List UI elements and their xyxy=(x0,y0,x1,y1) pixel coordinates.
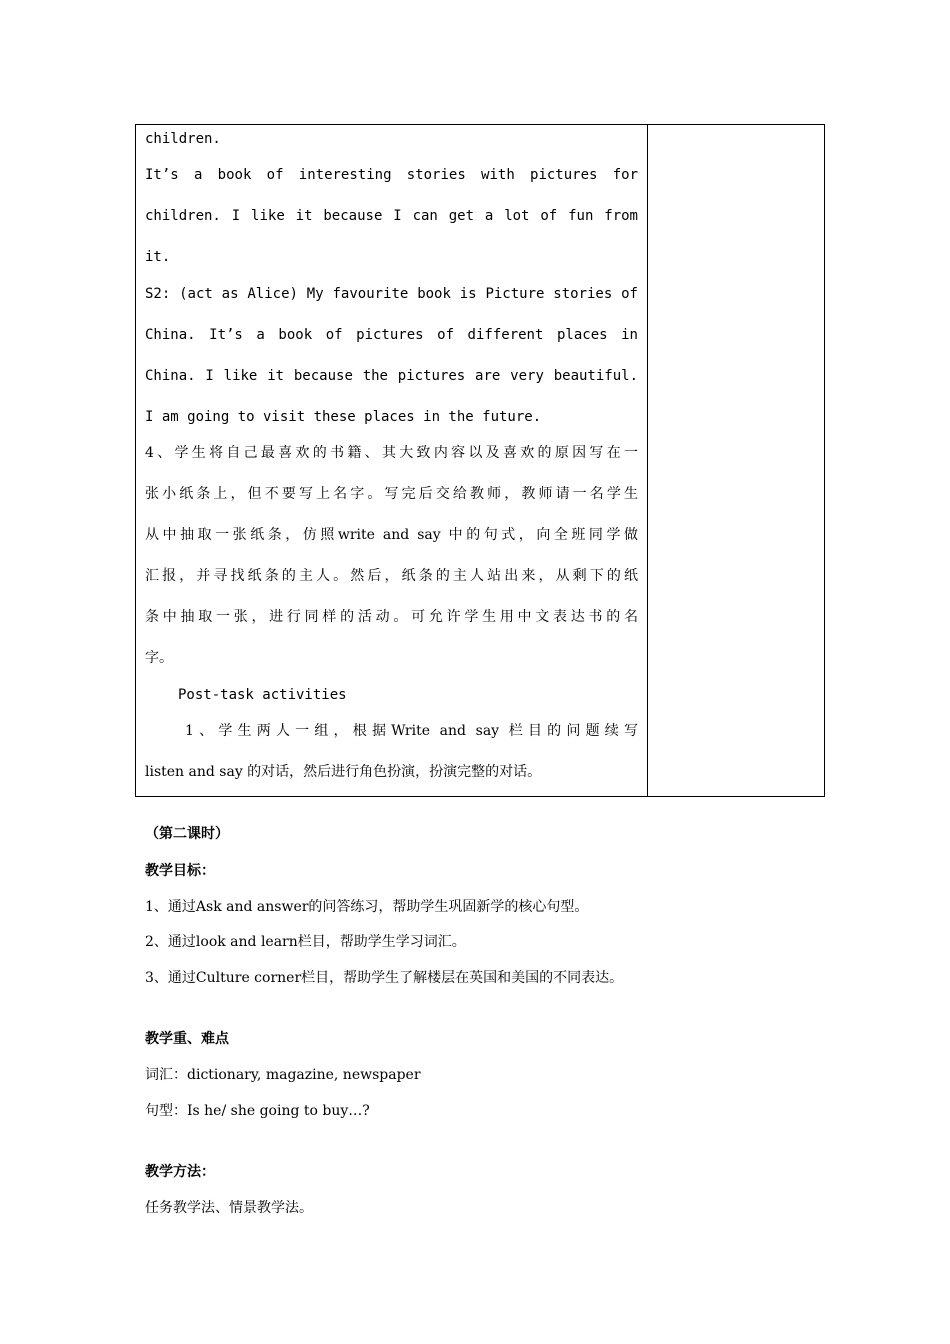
vocabulary-line: 词汇：dictionary, magazine, newspaper xyxy=(145,1067,421,1083)
objectives-heading: 教学目标： xyxy=(145,863,215,879)
table-text-line: It’s a book of interesting stories with pictures for xyxy=(145,167,638,183)
table-text-line: it. xyxy=(145,249,171,265)
table-text-line: China. It’s a book of pictures of different places in xyxy=(145,327,638,343)
sentence-pattern-line: 句型：Is he/ she going to buy…? xyxy=(145,1103,370,1119)
table-text-line: 张小纸条上，但不要写上名字。写完后交给教师，教师请一名学生 xyxy=(145,486,638,502)
table-text-line: I am going to visit these places in the future. xyxy=(145,409,542,425)
objective-item: 1、通过Ask and answer的问答练习，帮助学生巩固新学的核心句型。 xyxy=(145,899,589,915)
lesson-table xyxy=(135,124,825,797)
table-text-line: 4、学生将自己最喜欢的书籍、其大致内容以及喜欢的原因写在一 xyxy=(145,445,638,461)
key-points-heading: 教学重、难点 xyxy=(145,1031,229,1047)
table-column-divider xyxy=(647,125,648,796)
methods-heading: 教学方法： xyxy=(145,1164,215,1180)
methods-line: 任务教学法、情景教学法。 xyxy=(145,1200,313,1216)
table-text-line: 从中抽取一张纸条，仿照write and say 中的句式，向全班同学做 xyxy=(145,527,638,543)
table-text-line: listen and say 的对话，然后进行角色扮演，扮演完整的对话。 xyxy=(145,764,542,780)
table-text-line: 汇报，并寻找纸条的主人。然后，纸条的主人站出来，从剩下的纸 xyxy=(145,568,638,584)
table-text-line: children. I like it because I can get a lot of fun from xyxy=(145,208,638,224)
objective-item: 2、通过look and learn栏目，帮助学生学习词汇。 xyxy=(145,934,466,950)
table-text-line: China. I like it because the pictures are very beautiful. xyxy=(145,368,638,384)
table-text-line: 条中抽取一张，进行同样的活动。可允许学生用中文表达书的名 xyxy=(145,609,638,625)
objective-item: 3、通过Culture corner栏目，帮助学生了解楼层在英国和美国的不同表达。 xyxy=(145,970,624,986)
table-text-line: children. xyxy=(145,131,221,147)
table-text-line: 字。 xyxy=(145,650,173,666)
table-section-label: Post-task activities xyxy=(178,687,347,703)
table-text-line: S2: (act as Alice) My favourite book is Picture stories of xyxy=(145,286,638,302)
table-text-line: 1、学生两人一组，根据Write and say 栏目的问题续写 xyxy=(185,723,638,739)
lesson-heading: （第二课时） xyxy=(145,826,229,842)
